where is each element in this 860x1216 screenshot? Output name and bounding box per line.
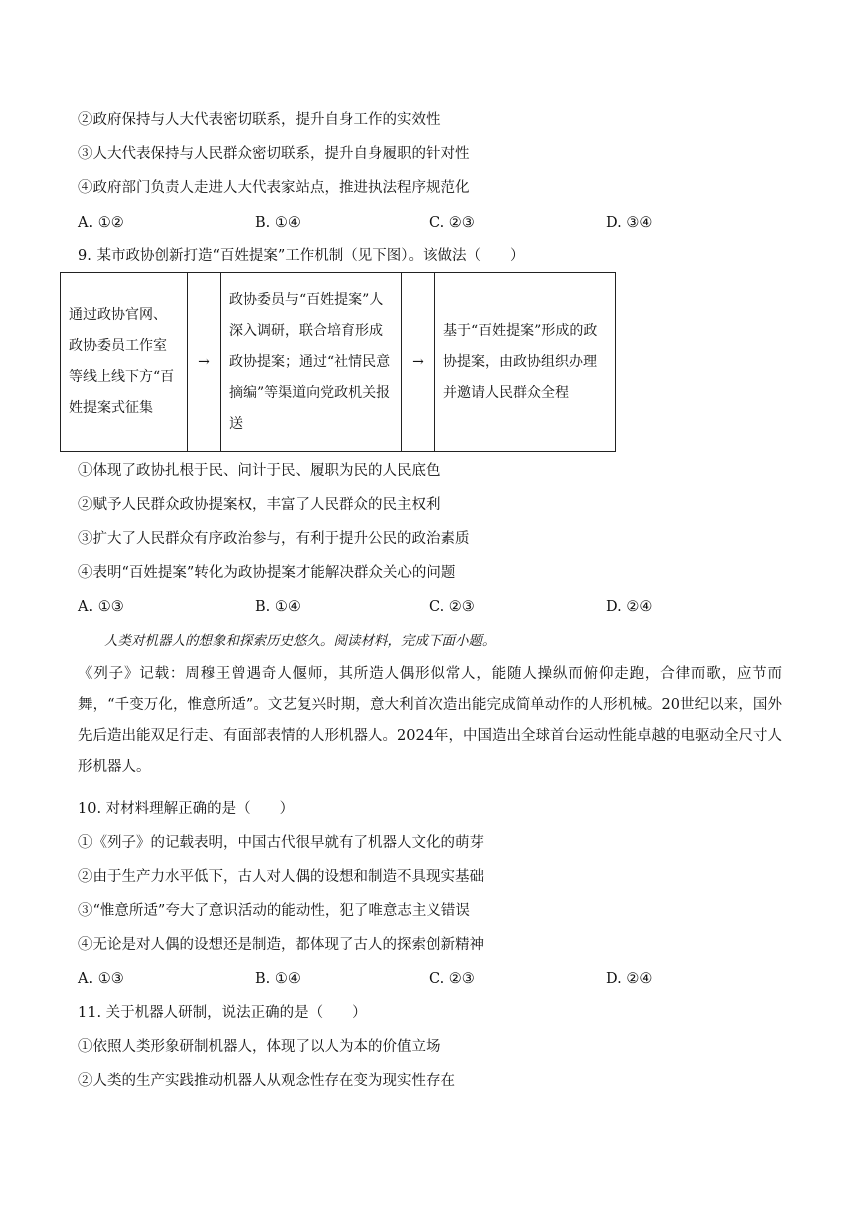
flow-arrow-2: → xyxy=(402,273,435,452)
q10-choice-c[interactable]: C. ②③ xyxy=(429,971,475,987)
q10-choice-a[interactable]: A. ①③ xyxy=(78,971,124,987)
q8-choice-c[interactable]: C. ②③ xyxy=(429,215,475,231)
q10-choice-b[interactable]: B. ①④ xyxy=(255,971,301,987)
q8-choice-b[interactable]: B. ①④ xyxy=(255,215,301,231)
q11-statement-2: ②人类的生产实践推动机器人从观念性存在变为现实性存在 xyxy=(78,1073,455,1089)
q8-choice-d[interactable]: D. ③④ xyxy=(606,215,653,231)
q9-choice-c[interactable]: C. ②③ xyxy=(429,599,475,615)
q8-choices xyxy=(78,213,678,233)
q9-statement-1: ①体现了政协扎根于民、问计于民、履职为民的人民底色 xyxy=(78,463,441,479)
q9-choices xyxy=(78,597,678,617)
q9-choice-b[interactable]: B. ①④ xyxy=(255,599,301,615)
q11-stem: 11. 关于机器人研制，说法正确的是（ ） xyxy=(78,1005,367,1021)
flow-step-3: 基于“百姓提案”形成的政协提案，由政协组织办理并邀请人民群众全程 xyxy=(435,273,616,452)
q10-stem: 10. 对材料理解正确的是（ ） xyxy=(78,801,295,817)
q8-statement-2: ②政府保持与人大代表密切联系，提升自身工作的实效性 xyxy=(78,112,441,128)
q11-statement-1: ①依照人类形象研制机器人，体现了以人为本的价值立场 xyxy=(78,1039,441,1055)
q10-statement-1: ①《列子》的记载表明，中国古代很早就有了机器人文化的萌芽 xyxy=(78,835,484,851)
q9-statement-2: ②赋予人民群众政协提案权，丰富了人民群众的民主权利 xyxy=(78,497,441,513)
q10-statement-3: ③“惟意所适”夸大了意识活动的能动性，犯了唯意志主义错误 xyxy=(78,903,470,919)
q8-statement-3: ③人大代表保持与人民群众密切联系，提升自身履职的针对性 xyxy=(78,146,470,162)
q10-statement-2: ②由于生产力水平低下，古人对人偶的设想和制造不具现实基础 xyxy=(78,869,484,885)
q9-flow-chart xyxy=(60,272,616,452)
q9-choice-d[interactable]: D. ②④ xyxy=(606,599,653,615)
material-intro: 人类对机器人的想象和探索历史悠久。阅读材料，完成下面小题。 xyxy=(104,633,496,649)
flow-arrow-1: → xyxy=(188,273,221,452)
q10-choice-d[interactable]: D. ②④ xyxy=(606,971,653,987)
q8-choice-a[interactable]: A. ①② xyxy=(78,215,124,231)
q9-stem: 9. 某市政协创新打造“百姓提案”工作机制（见下图）。该做法（ ） xyxy=(78,248,525,264)
flow-step-1: 通过政协官网、政协委员工作室等线上线下方“百姓提案式征集 xyxy=(61,273,188,452)
q10-statement-4: ④无论是对人偶的设想还是制造，都体现了古人的探索创新精神 xyxy=(78,937,484,953)
q8-statement-4: ④政府部门负责人走进人大代表家站点，推进执法程序规范化 xyxy=(78,180,470,196)
flow-step-2: 政协委员与“百姓提案”人深入调研，联合培育形成政协提案；通过“社情民意摘编”等渠道向党政机关报送 xyxy=(221,273,402,452)
q9-choice-a[interactable]: A. ①③ xyxy=(78,599,124,615)
material-text: 《列子》记载：周穆王曾遇奇人偃师，其所造人偶形似常人，能随人操纵而俯仰走跑，合律而歌，应节而舞，“千变万化，惟意所适”。文艺复兴时期，意大利首次造出能完成简单动作的人形机械。20世纪以来，国外先后造出能双足行走、有面部表情的人形机器人。2024年，中国造出全球首台运动性能卓越的电驱动全尺寸人形机器人。 xyxy=(78,666,782,775)
q9-statement-3: ③扩大了人民群众有序政治参与，有利于提升公民的政治素质 xyxy=(78,531,470,547)
q10-choices xyxy=(78,969,678,989)
q9-statement-4: ④表明“百姓提案”转化为政协提案才能解决群众关心的问题 xyxy=(78,565,456,581)
